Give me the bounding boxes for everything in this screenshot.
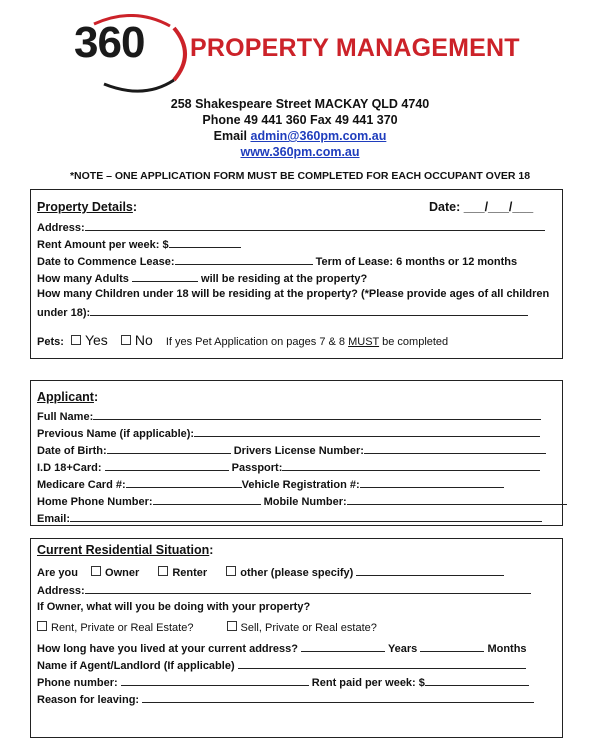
- vehicle-field[interactable]: [360, 477, 504, 488]
- commence-date-field[interactable]: [175, 254, 313, 265]
- reason-label: Reason for leaving:: [37, 694, 140, 706]
- rent-option-checkbox[interactable]: [37, 621, 47, 631]
- full-name-label: Full Name:: [37, 411, 94, 423]
- company-address: 258 Shakespeare Street MACKAY QLD 4740: [170, 97, 430, 111]
- agent-name-label: Name if Agent/Landlord (If applicable): [37, 660, 235, 672]
- applicant-section: Applicant: Full Name: Previous Name (if applicable): Date of Birth: Drivers License Number: I.D 18+Card: Passport: Medicare Card #: Vehicle Registration #: Home Phone Number: Mobile Number: Email:: [30, 380, 563, 526]
- property-details-title: Property Details: [37, 200, 133, 214]
- commence-date-label: Date to Commence Lease:: [37, 256, 175, 268]
- agent-name-field[interactable]: [238, 658, 526, 669]
- medicare-field[interactable]: [126, 477, 242, 488]
- dob-label: Date of Birth:: [37, 445, 107, 457]
- website-link[interactable]: www.360pm.com.au: [240, 145, 360, 159]
- dob-field[interactable]: [107, 443, 231, 454]
- children-label: How many Children under 18 will be residing at the property? (*Please provide ages of all children: [37, 288, 550, 300]
- id-card-label: I.D 18+Card:: [37, 462, 102, 474]
- home-phone-label: Home Phone Number:: [37, 496, 153, 508]
- previous-name-field[interactable]: [194, 426, 540, 437]
- res-address-field[interactable]: [85, 583, 531, 594]
- occupant-note: *NOTE – ONE APPLICATION FORM MUST BE COMPLETED FOR EACH OCCUPANT OVER 18: [69, 170, 531, 182]
- property-address-field[interactable]: [85, 220, 545, 231]
- pets-note-post: be completed: [382, 336, 449, 348]
- rent-option-label: Rent, Private or Real Estate?: [51, 622, 194, 634]
- vehicle-label: Vehicle Registration #:: [241, 479, 360, 491]
- pets-note-must: MUST: [348, 336, 380, 348]
- pets-note-pre: If yes Pet Application on pages 7 & 8: [165, 336, 346, 348]
- phone-number-label: Phone number:: [37, 677, 118, 689]
- rent-amount-field[interactable]: [169, 237, 241, 248]
- applicant-email-field[interactable]: [70, 511, 542, 522]
- pets-no-checkbox[interactable]: [121, 335, 131, 345]
- children-ages-field[interactable]: [90, 305, 528, 316]
- logo-number: 360: [74, 18, 145, 67]
- if-owner-label: If Owner, what will you be doing with your property?: [37, 601, 311, 613]
- company-logo: [74, 14, 534, 94]
- lease-term-label: Term of Lease: 6 months or 12 months: [315, 256, 518, 268]
- years-field[interactable]: [301, 641, 385, 652]
- mobile-label: Mobile Number:: [263, 496, 347, 508]
- company-email-row: [0, 128, 600, 144]
- email-label-applicant: Email:: [37, 513, 71, 525]
- res-address-label: Address:: [37, 585, 85, 597]
- pets-yes-checkbox[interactable]: [71, 335, 81, 345]
- sell-option-checkbox[interactable]: [227, 621, 237, 631]
- id-card-field[interactable]: [105, 460, 229, 471]
- other-checkbox[interactable]: [226, 566, 236, 576]
- reason-field[interactable]: [142, 692, 534, 703]
- years-label: Years: [387, 643, 418, 655]
- sell-option-label: Sell, Private or Real estate?: [240, 622, 377, 634]
- months-label: Months: [487, 643, 527, 655]
- date-field[interactable]: Date: ___/___/___: [429, 200, 534, 214]
- pets-yes-label: Yes: [84, 332, 108, 348]
- rent-paid-label: Rent paid per week: $: [311, 677, 425, 689]
- logo-title: PROPERTY MANAGEMENT: [190, 34, 520, 62]
- license-label: Drivers License Number:: [233, 445, 364, 457]
- applicant-title: Applicant: [37, 390, 94, 404]
- email-label: Email: [213, 129, 248, 143]
- previous-name-label: Previous Name (if applicable):: [37, 428, 195, 440]
- medicare-label: Medicare Card #:: [37, 479, 126, 491]
- website-row: [0, 144, 600, 160]
- adults-count-field[interactable]: [132, 271, 198, 282]
- pets-label: Pets:: [37, 336, 64, 348]
- passport-field[interactable]: [282, 460, 540, 471]
- owner-label: Owner: [105, 567, 140, 579]
- home-phone-field[interactable]: [153, 494, 261, 505]
- rent-amount-label: Rent Amount per week: $: [37, 239, 169, 251]
- how-long-label: How long have you lived at your current address?: [37, 643, 299, 655]
- other-label: other (please specify): [240, 567, 354, 579]
- residential-title: Current Residential Situation: [37, 543, 210, 557]
- company-phone-fax: Phone 49 441 360 Fax 49 441 370: [202, 113, 398, 127]
- children-cont-label: under 18):: [37, 307, 91, 319]
- mobile-field[interactable]: [347, 494, 567, 505]
- rent-paid-field[interactable]: [425, 675, 529, 686]
- full-name-field[interactable]: [93, 409, 541, 420]
- other-specify-field[interactable]: [356, 565, 504, 576]
- property-details-section: Property Details: Date: ___/___/___ Address: Rent Amount per week: $ Date to Commence Lease: Term of Lease: 6 months or 12 months How many Adults will be residing at the property? How many Children under 18 will be residing at the property? (*Please provide ages of all children under 18): Pets: Yes No If yes Pet Application on pages 7 & 8 MUST be completed: [30, 189, 563, 359]
- passport-label: Passport:: [231, 462, 283, 474]
- renter-checkbox[interactable]: [158, 566, 168, 576]
- address-label: Address:: [37, 222, 85, 234]
- company-contact: [0, 96, 600, 160]
- residential-section: Current Residential Situation: Are you Owner Renter other (please specify) Address: If Owner, what will you be doing with your property? Rent, Private or Real Estate? Sell, Private or Real estate? How long have you lived at your current address? Years Months Name if Agent/Landlord (If applicable) Phone number: Rent paid per week: $ Reason for leaving:: [30, 538, 563, 738]
- renter-label: Renter: [172, 567, 208, 579]
- months-field[interactable]: [420, 641, 484, 652]
- are-you-label: Are you: [37, 567, 78, 579]
- email-link[interactable]: admin@360pm.com.au: [250, 129, 387, 143]
- agent-phone-field[interactable]: [121, 675, 309, 686]
- adults-suffix: will be residing at the property?: [201, 273, 368, 285]
- adults-label: How many Adults: [37, 273, 129, 285]
- license-field[interactable]: [364, 443, 546, 454]
- pets-no-label: No: [134, 332, 153, 348]
- owner-checkbox[interactable]: [91, 566, 101, 576]
